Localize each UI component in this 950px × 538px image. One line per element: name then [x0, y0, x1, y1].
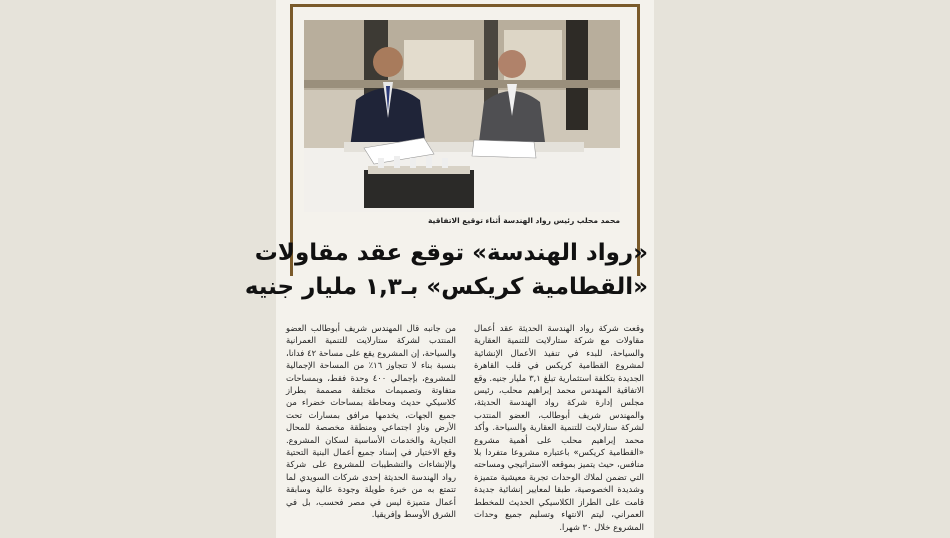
article-column-right [474, 322, 644, 533]
headline-line-1: «رواد الهندسة» توقع عقد مقاولات [254, 240, 648, 266]
headline-line-2: «القطامية كريكس» بـ١,٣ مليار جنيه [244, 274, 648, 300]
signing-photo [304, 20, 620, 212]
signing-photo-illustration [304, 20, 620, 212]
article-body [286, 322, 644, 538]
newspaper-clipping [244, 0, 654, 538]
article-paragraph: من جانبه قال المهندس شريف أبوطالب العضو المنتدب لشركة ستارلايت للتنمية العمرانية والسياحة، إن المشروع يقع على مساحة ٤٢ فدانا، بنسبة بناء لا تتجاوز ١٦٪ من المساحة الإجمالية للمشروع، بإجمالي ٤٠٠ وحدة فقط، وبمساحات متفاوتة وتصميمات مختلفة مصممة بطراز كلاسيكي حديث ومحاطة بمساحات خضراء من جميع الجهات، يخدمها مرافق بمسارات تحت الأرض ونادٍ اجتماعي ومنطقة مخصصة للمحال التجارية والخدمات الأساسية لسكان المشروع. وقع الاختيار في إسناد جميع أعمال البنية التحتية والإنشاءات والتشطيبات للمشروع على شركة رواد الهندسة الحديثة إحدى شركات السويدي لما تتمتع به من خبرة طويلة وجودة عالية وسابقة أعمال متميزة ليس في مصر فحسب، بل في الشرق الأوسط وإفريقيا. [286, 323, 457, 520]
headline [244, 236, 648, 304]
photo-caption: محمد محلب رئيس رواد الهندسة أثناء توقيع الاتفاقية [427, 216, 620, 225]
article-column-left [286, 322, 456, 521]
article-paragraph: وقعت شركة رواد الهندسة الحديثة عقد أعمال مقاولات مع شركة ستارلايت للتنمية العقارية والسياحة، للبدء في تنفيذ الأعمال الإنشائية لمشروع القطامية كريكس في قلب القاهرة الجديدة بتكلفة استثمارية تبلغ ٣,١ مليار جنيه. وقع الاتفاقية المهندس محمد إبراهيم محلب، رئيس مجلس إدارة شركة رواد الهندسة الحديثة، والمهندس شريف أبوطالب، العضو المنتدب لشركة ستارلايت للتنمية العقارية والسياحة. وأكد محمد إبراهيم محلب على أهمية مشروع «القطامية كريكس» باعتباره مشروعا متفردا بلا منافس، حيث يتميز بموقعه الاستراتيجي ومساحته التي تضمن لملاك الوحدات تجربة معيشية متميزة وشديدة الخصوصية، طبقا لمعايير إنشائية جديدة قامت على الطراز الكلاسيكي الحديث للمخطط العمراني، ليتم الانتهاء وتسليم جميع وحدات المشروع خلال ٣٠ شهرا. [474, 323, 644, 532]
